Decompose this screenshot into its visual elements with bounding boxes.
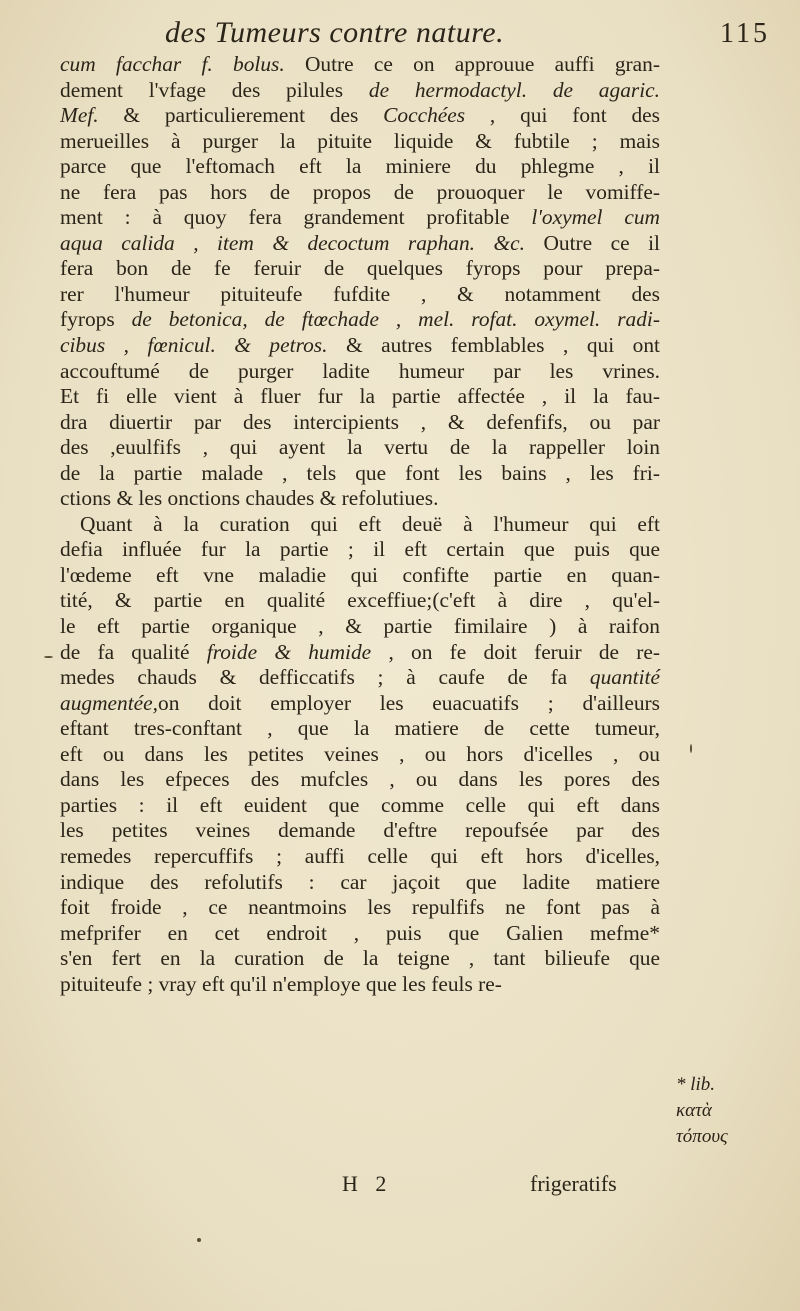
text-line — [60, 921, 660, 947]
text-line — [60, 691, 660, 717]
text-segment: le eft partie organique , & partie fimilaire ) à raifon — [60, 614, 660, 639]
text-line — [60, 818, 660, 844]
text-segment: , on fe doit feruir de re- — [371, 639, 661, 664]
text-line — [60, 333, 660, 359]
text-line — [60, 844, 660, 870]
text-segment: parties : il eft euident que comme celle qui eft dans — [60, 792, 660, 817]
text-segment: on doit employer les euacuatifs ; d'ailleurs — [158, 690, 660, 715]
text-segment: Outre ce on approuue auffi gran- — [284, 52, 660, 76]
text-segment: indique des refolutifs : car jaçoit que ladite matiere — [60, 869, 660, 894]
text-line — [60, 359, 660, 385]
text-segment: mefprifer en cet endroit , puis que Galien mefme* — [60, 920, 660, 945]
text-segment: eft ou dans les petites veines , ou hors d'icelles , ou — [60, 741, 660, 766]
text-segment: de la partie malade , tels que font les bains , les fri- — [60, 460, 660, 485]
text-segment: ctions & les onctions chaudes & refolutiues. — [60, 486, 439, 511]
text-segment: ment : à quoy fera grandement profitable — [60, 205, 532, 230]
text-segment: medes chauds & defficcatifs ; à caufe de fa — [60, 665, 590, 690]
text-segment: , qui font des — [465, 103, 661, 128]
italic-segment: de betonica, de ftœchade , mel. rofat. oxymel. radi- — [131, 307, 660, 332]
text-segment: fyrops — [60, 307, 132, 332]
text-line — [60, 282, 660, 308]
text-line — [60, 946, 660, 972]
text-line — [60, 588, 660, 614]
body-text — [60, 52, 660, 997]
text-line — [60, 435, 660, 461]
text-line — [60, 103, 660, 129]
text-segment: des ,euulfifs , qui ayent la vertu de la rappeller loin — [60, 435, 660, 460]
text-line — [60, 307, 660, 333]
text-segment: dans les efpeces des mufcles , ou dans les pores des — [60, 767, 660, 792]
text-segment: eftant tres-conftant , que la matiere de cette tumeur, — [60, 716, 660, 741]
margin-note-line: κατὰ — [676, 1100, 712, 1121]
text-segment: les petites veines demande d'eftre repoufsée par des — [60, 818, 660, 843]
text-segment: dra diuertir par des intercipients , & defenfifs, ou par — [60, 409, 660, 434]
text-segment: & particulierement des — [98, 103, 384, 128]
text-segment: & autres femblables , qui ont — [327, 333, 660, 358]
margin-note — [676, 1072, 746, 1150]
italic-segment: l'oxymel cum — [531, 205, 660, 230]
text-line — [60, 895, 660, 921]
text-line — [60, 205, 660, 231]
text-segment: merueilles à purger la pituite liquide & fubtile ; mais — [60, 128, 660, 153]
text-line — [60, 793, 660, 819]
text-line — [60, 614, 660, 640]
page-header — [0, 14, 800, 54]
text-segment: Et fi elle vient à fluer fur la partie affectée , il la fau- — [60, 384, 660, 409]
text-segment: rer l'humeur pituiteufe fufdite , & notamment des — [60, 281, 660, 306]
text-line — [60, 537, 660, 563]
text-line — [60, 129, 660, 155]
text-segment: foit froide , ce neantmoins les repulfifs ne font pas à — [60, 895, 660, 920]
italic-segment: quantité — [589, 665, 660, 690]
running-title: des Tumeurs contre nature. — [165, 16, 505, 49]
text-segment: Quant à la curation qui eft deuë à l'humeur qui eft — [80, 511, 660, 536]
text-line — [60, 78, 660, 104]
text-line — [60, 665, 660, 691]
italic-segment: augmentée, — [60, 690, 159, 715]
italic-segment: Cocchées — [383, 103, 466, 128]
text-segment: l'œdeme eft vne maladie qui confifte partie en quan- — [60, 562, 660, 587]
text-segment: de fa qualité — [60, 639, 207, 664]
text-line — [60, 716, 660, 742]
page-number: 115 — [720, 18, 770, 49]
text-line — [60, 640, 660, 666]
text-segment: Outre ce il — [524, 230, 660, 255]
italic-segment: cibus , fœnicul. & petros. — [60, 333, 328, 358]
text-segment: accouftumé de purger ladite humeur par les vrines. — [60, 358, 660, 383]
text-segment: fera bon de fe feruir de quelques fyrops pour prepa- — [60, 256, 660, 281]
text-line — [60, 231, 660, 257]
text-line — [60, 154, 660, 180]
text-line — [60, 180, 660, 206]
text-line — [60, 972, 660, 998]
text-line — [60, 870, 660, 896]
text-line — [60, 767, 660, 793]
italic-segment: de hermodactyl. de agaric. — [368, 77, 661, 102]
text-segment: s'en fert en la curation de la teigne , tant bilieufe que — [60, 946, 660, 971]
text-line — [60, 256, 660, 282]
text-line — [60, 486, 660, 512]
text-segment: dement l'vfage des pilules — [60, 77, 369, 102]
italic-segment: cum facchar f. bolus. — [60, 52, 285, 76]
margin-note-line: * lib. — [676, 1074, 716, 1095]
text-segment: parce que l'eftomach eft la miniere du phlegme , il — [60, 154, 660, 179]
text-line — [60, 512, 660, 538]
text-segment: remedes repercuffifs ; auffi celle qui eft hors d'icelles, — [60, 843, 660, 868]
margin-note-line: τόπους — [676, 1126, 728, 1147]
italic-segment: froide & humide — [206, 639, 372, 664]
text-line — [60, 384, 660, 410]
italic-segment: Mef. — [60, 103, 99, 128]
ink-speck — [44, 656, 53, 658]
catchword: frigeratifs — [530, 1171, 617, 1196]
text-line — [60, 461, 660, 487]
ink-speck — [690, 744, 692, 753]
ink-speck — [197, 1238, 201, 1242]
text-segment: ne fera pas hors de propos de prouoquer le vomiffe- — [60, 179, 660, 204]
text-line — [60, 563, 660, 589]
text-segment: tité, & partie en qualité exceffiue;(c'eft à dire , qu'el- — [60, 588, 660, 613]
text-segment: defia influée fur la partie ; il eft certain que puis que — [60, 537, 660, 562]
text-line — [60, 742, 660, 768]
text-line — [60, 410, 660, 436]
text-line — [60, 52, 660, 78]
signature-mark: H 2 — [342, 1171, 393, 1196]
italic-segment: aqua calida , item & decoctum raphan. &c. — [60, 230, 525, 255]
text-segment: pituiteufe ; vray eft qu'il n'employe que les feuls re- — [60, 971, 502, 996]
